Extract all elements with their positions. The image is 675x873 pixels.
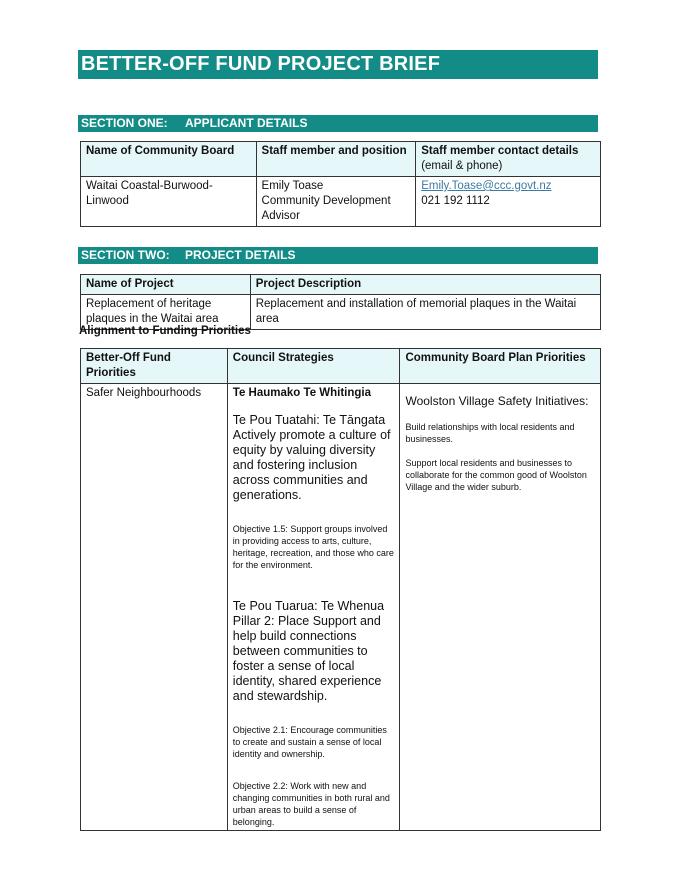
- objective-2-1: Objective 2.1: Encourage communities to create and sustain a sense of local identity and ownership.: [232, 725, 387, 759]
- strategy-main: Te Haumako Te Whitingia: [232, 387, 372, 399]
- header-contact-sub: (email & phone): [421, 160, 503, 172]
- section-one-number: SECTION ONE:: [81, 116, 168, 130]
- staff-phone: 021 192 1112: [421, 195, 490, 207]
- applicant-details-table: [80, 141, 601, 227]
- alignment-heading: Alignment to Funding Priorities: [79, 325, 251, 337]
- strategy-pou1: Te Pou Tuatahi: Te Tāngata Actively promote a culture of equity by valuing diversity and fostering inclusion across communities and generations.: [232, 413, 391, 502]
- board-priority-item-1: Build relationships with local residents and businesses.: [405, 422, 575, 444]
- contact-cell: [416, 177, 601, 227]
- header-project-name: Name of Project: [81, 275, 251, 295]
- fund-priority-value: Safer Neighbourhoods: [81, 384, 228, 831]
- header-project-description: Project Description: [250, 275, 600, 295]
- project-details-table: [80, 274, 601, 330]
- staff-role: Community Development Advisor: [261, 195, 391, 222]
- section-two-bar: [78, 247, 598, 264]
- board-priority-title: Woolston Village Safety Initiatives:: [405, 394, 589, 408]
- alignment-table: [80, 348, 601, 831]
- header-fund-priorities: Better-Off Fund Priorities: [81, 349, 228, 384]
- header-contact-label: Staff member contact details: [421, 145, 579, 157]
- staff-cell: [256, 177, 416, 227]
- section-two-name: PROJECT DETAILS: [185, 248, 296, 262]
- objective-2-2: Objective 2.2: Work with new and changing communities in both rural and urban areas to build a sense of belonging.: [232, 781, 390, 827]
- header-council-strategies: Council Strategies: [227, 349, 400, 384]
- project-name-value: Replacement of heritage plaques in the Waitai area: [81, 295, 251, 330]
- staff-email-link[interactable]: Emily.Toase@ccc.govt.nz: [421, 180, 552, 192]
- project-description-value: Replacement and installation of memorial plaques in the Waitai area: [250, 295, 600, 330]
- section-one-bar: [78, 115, 598, 132]
- strategy-pou2: Te Pou Tuarua: Te Whenua Pillar 2: Place Support and help build connections between communities to foster a sense of local identity, shared experience and stewardship.: [232, 599, 385, 703]
- board-priorities-cell: [400, 384, 601, 831]
- section-two-number: SECTION TWO:: [81, 248, 170, 262]
- staff-name: Emily Toase: [261, 180, 324, 192]
- section-one-name: APPLICANT DETAILS: [185, 116, 308, 130]
- header-contact: [416, 142, 601, 177]
- objective-1-5: Objective 1.5: Support groups involved in providing access to arts, culture, heritage, recreation, and those who care for the environment.: [232, 524, 394, 570]
- community-board-value: Waitai Coastal-Burwood-Linwood: [81, 177, 257, 227]
- header-board-priorities: Community Board Plan Priorities: [400, 349, 601, 384]
- header-staff-position: Staff member and position: [256, 142, 416, 177]
- council-strategies-cell: [227, 384, 400, 831]
- board-priority-item-2: Support local residents and businesses to collaborate for the common good of Woolston Village and the wider suburb.: [405, 458, 587, 492]
- header-community-board: Name of Community Board: [81, 142, 257, 177]
- page-title: BETTER-OFF FUND PROJECT BRIEF: [78, 50, 598, 79]
